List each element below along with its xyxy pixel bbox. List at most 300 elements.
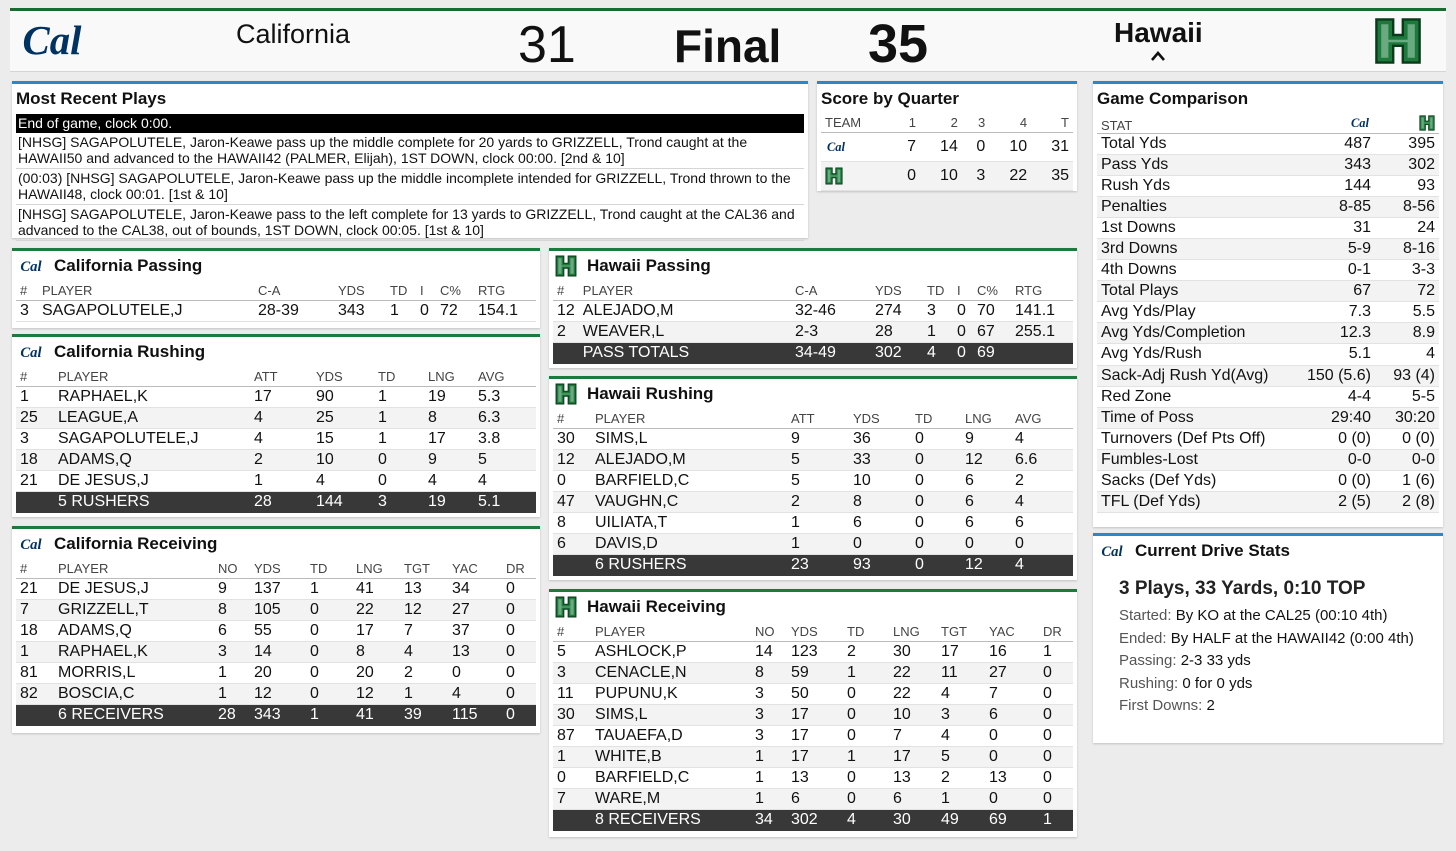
stat-cell: 4 <box>250 428 312 449</box>
stat-cell: 2 <box>553 321 579 342</box>
cal-stat-value: 5-9 <box>1303 238 1375 259</box>
column-header: ATT <box>250 367 312 386</box>
quarter-header: 4 <box>989 114 1031 132</box>
stat-cell: 0 <box>1039 788 1073 809</box>
hawaii-logo-icon <box>555 596 577 618</box>
hawaii-rushing-panel <box>549 376 1077 580</box>
stat-cell: 17 <box>787 704 843 725</box>
stat-cell: 13 <box>787 767 843 788</box>
stat-cell: 22 <box>352 599 400 620</box>
player-name: RAPHAEL,K <box>54 386 250 407</box>
stat-cell: 137 <box>250 578 306 599</box>
player-name: SIMS,L <box>591 428 787 449</box>
column-header: TGT <box>937 622 985 641</box>
column-header: C% <box>436 281 474 300</box>
quarter-header: 3 <box>962 114 989 132</box>
stat-name: Pass Yds <box>1097 154 1303 175</box>
score-by-quarter-panel <box>817 81 1077 191</box>
stat-cell: 0 <box>911 533 961 554</box>
stat-cell: 32-46 <box>791 300 871 321</box>
stat-cell: 12 <box>250 683 306 704</box>
stat-cell: 0 <box>843 788 889 809</box>
column-header: TD <box>306 559 352 578</box>
column-header: C-A <box>791 281 871 300</box>
stat-name: Rush Yds <box>1097 175 1303 196</box>
column-header: YDS <box>787 622 843 641</box>
player-name: DE JESUS,J <box>54 470 250 491</box>
stat-cell: 12 <box>352 683 400 704</box>
column-header: AVG <box>474 367 536 386</box>
stat-cell: 274 <box>871 300 923 321</box>
total-cell: 6 RECEIVERS <box>54 704 214 725</box>
quarter-score: 3 <box>962 161 989 190</box>
stat-cell: 3 <box>751 704 787 725</box>
cal-rushing-table <box>16 367 536 513</box>
total-cell: 34 <box>751 809 787 830</box>
stat-cell: 9 <box>424 449 474 470</box>
quarter-score: 0 <box>962 132 989 161</box>
comparison-row <box>1097 386 1439 407</box>
player-name: ADAMS,Q <box>54 449 250 470</box>
stat-cell: 59 <box>787 662 843 683</box>
total-cell: 5 RUSHERS <box>54 491 250 512</box>
stat-cell: 1 <box>1039 641 1073 662</box>
column-header: TD <box>923 281 953 300</box>
column-header: RTG <box>474 281 536 300</box>
stat-cell: 6 <box>553 533 591 554</box>
stat-cell: 1 <box>787 512 849 533</box>
drive-started: By KO at the CAL25 (00:10 4th) <box>1175 607 1388 624</box>
stat-cell: 18 <box>16 449 54 470</box>
play-item: [NHSG] SAGAPOLUTELE, Jaron-Keawe pass up the middle complete for 20 yards to GRIZZELL, Trond caught at the HAWAII50 and advanced to the HAWAII42 (PALMER, Elijah), 1ST DOWN, clock 00:00. [2nd & 10] <box>16 133 804 169</box>
haw-rushing-title: Hawaii Rushing <box>587 384 714 403</box>
cal-passing-table <box>16 281 536 322</box>
column-header: TGT <box>400 559 448 578</box>
cal-stat-value: 29:40 <box>1303 407 1375 428</box>
cal-stat-value: 2 (5) <box>1303 492 1375 513</box>
column-header: TD <box>386 281 416 300</box>
hawaii-stat-value: 93 (4) <box>1375 365 1439 386</box>
stat-cell: 0 <box>843 725 889 746</box>
total-cell: 302 <box>871 342 923 363</box>
stat-header: STAT <box>1097 114 1303 133</box>
stat-cell: 10 <box>849 470 911 491</box>
total-cell: 4 <box>923 342 953 363</box>
stat-cell: 16 <box>985 641 1039 662</box>
hawaii-stat-value: 3-3 <box>1375 260 1439 281</box>
home-score: 31 <box>518 16 576 74</box>
stat-name: Penalties <box>1097 196 1303 217</box>
scoreboard <box>10 8 1446 72</box>
column-header: C-A <box>254 281 334 300</box>
total-cell: 8 RECEIVERS <box>591 809 751 830</box>
stat-cell: 13 <box>985 767 1039 788</box>
stat-cell: 1 <box>214 683 250 704</box>
stat-cell: 20 <box>250 662 306 683</box>
total-cell: 69 <box>985 809 1039 830</box>
stat-cell: 87 <box>553 725 591 746</box>
stat-cell: 13 <box>889 767 937 788</box>
stat-cell: 5 <box>787 470 849 491</box>
stat-cell: 6 <box>214 620 250 641</box>
player-row <box>16 683 536 704</box>
player-name: LEAGUE,A <box>54 407 250 428</box>
total-cell: 23 <box>787 554 849 575</box>
stat-cell: 90 <box>312 386 374 407</box>
stat-cell: 0 <box>1039 725 1073 746</box>
stat-cell: 25 <box>312 407 374 428</box>
total-cell: 343 <box>250 704 306 725</box>
player-name: SIMS,L <box>591 704 751 725</box>
haw-rushing-table <box>553 409 1073 576</box>
stat-cell: 27 <box>448 599 502 620</box>
stat-name: 3rd Downs <box>1097 238 1303 259</box>
stat-cell: 0 <box>843 767 889 788</box>
stat-cell: 1 <box>16 641 54 662</box>
stat-cell: 6 <box>961 512 1011 533</box>
player-row <box>553 704 1073 725</box>
total-cell: 1 <box>1039 809 1073 830</box>
hawaii-passing-panel <box>549 248 1077 368</box>
stat-cell: 15 <box>312 428 374 449</box>
column-header: AVG <box>1011 409 1073 428</box>
cal-stat-value: 12.3 <box>1303 323 1375 344</box>
stat-cell: 4 <box>312 470 374 491</box>
total-cell: 69 <box>973 342 1011 363</box>
stat-cell: 3 <box>553 662 591 683</box>
stat-cell: 14 <box>751 641 787 662</box>
stat-cell: 154.1 <box>474 300 536 321</box>
comparison-row <box>1097 281 1439 302</box>
player-row <box>553 683 1073 704</box>
stat-cell: 82 <box>16 683 54 704</box>
stat-cell: 17 <box>787 746 843 767</box>
game-status: Final <box>674 20 782 72</box>
column-header: ATT <box>787 409 849 428</box>
home-team-name: California <box>236 19 351 49</box>
stat-cell: 8 <box>849 491 911 512</box>
player-row <box>553 533 1073 554</box>
stat-cell: 0 <box>502 578 536 599</box>
stat-cell: 4 <box>448 683 502 704</box>
stat-cell: 70 <box>973 300 1011 321</box>
stat-cell: 67 <box>973 321 1011 342</box>
total-cell: 93 <box>849 554 911 575</box>
stat-cell: 18 <box>16 620 54 641</box>
hawaii-stat-value: 72 <box>1375 281 1439 302</box>
quarter-score: 10 <box>920 161 962 190</box>
comparison-row <box>1097 175 1439 196</box>
quarter-score: 0 <box>893 161 920 190</box>
stat-cell: 10 <box>312 449 374 470</box>
stat-cell: 17 <box>787 725 843 746</box>
column-header: YDS <box>334 281 386 300</box>
player-name: GRIZZELL,T <box>54 599 214 620</box>
score-by-quarter-table <box>821 114 1073 191</box>
quarter-score: 14 <box>920 132 962 161</box>
stat-cell: 37 <box>448 620 502 641</box>
hawaii-logo-icon <box>1375 114 1439 133</box>
comparison-row <box>1097 217 1439 238</box>
stat-cell: 6 <box>787 788 843 809</box>
stat-cell: 10 <box>889 704 937 725</box>
hawaii-stat-value: 30:20 <box>1375 407 1439 428</box>
hawaii-stat-value: 1 (6) <box>1375 471 1439 492</box>
cal-receiving-title: California Receiving <box>54 534 218 553</box>
total-cell <box>16 704 54 725</box>
column-header: LNG <box>961 409 1011 428</box>
total-cell: 34-49 <box>791 342 871 363</box>
cal-receiving-table <box>16 559 536 726</box>
hawaii-stat-value: 395 <box>1375 133 1439 154</box>
cal-stat-value: 144 <box>1303 175 1375 196</box>
total-cell: 4 <box>1011 554 1073 575</box>
stat-cell: 1 <box>374 407 424 428</box>
cal-stat-value: 150 (5.6) <box>1303 365 1375 386</box>
cal-logo-icon <box>1099 541 1125 561</box>
total-cell: PASS TOTALS <box>579 342 791 363</box>
stat-cell: 22 <box>889 662 937 683</box>
play-item: [NHSG] SAGAPOLUTELE, Jaron-Keawe pass to the left complete for 13 yards to GRIZZELL, Trond caught at the CAL36 and advanced to the CAL38, out of bounds, 1ST DOWN, clock 00:05. [1st & 10] <box>16 205 804 241</box>
stat-cell: 123 <box>787 641 843 662</box>
player-name: DE JESUS,J <box>54 578 214 599</box>
player-name: ALEJADO,M <box>579 300 791 321</box>
column-header: LNG <box>352 559 400 578</box>
comparison-row <box>1097 302 1439 323</box>
total-cell <box>553 554 591 575</box>
player-name: PUPUNU,K <box>591 683 751 704</box>
stat-cell: 0 <box>502 599 536 620</box>
stat-cell: 0 <box>911 512 961 533</box>
game-comparison-table <box>1097 114 1439 513</box>
hawaii-stat-value: 8-56 <box>1375 196 1439 217</box>
stat-cell: 1 <box>923 321 953 342</box>
player-row <box>553 470 1073 491</box>
stat-cell: 81 <box>16 662 54 683</box>
stat-cell: 21 <box>16 578 54 599</box>
cal-stat-value: 0-1 <box>1303 260 1375 281</box>
stat-cell: 8 <box>553 512 591 533</box>
drive-passing: 2-3 33 yds <box>1180 652 1251 669</box>
player-name: WARE,M <box>591 788 751 809</box>
stat-cell: 6.3 <box>474 407 536 428</box>
quarter-header: TEAM <box>821 114 893 132</box>
stat-cell: 12 <box>553 300 579 321</box>
stat-cell: 13 <box>448 641 502 662</box>
cal-logo-icon <box>18 534 44 554</box>
stat-cell: 25 <box>16 407 54 428</box>
stat-cell: 5 <box>787 449 849 470</box>
quarter-score: 31 <box>1031 132 1073 161</box>
stat-cell: 17 <box>424 428 474 449</box>
stat-cell: 2 <box>400 662 448 683</box>
stat-cell: 5 <box>937 746 985 767</box>
comparison-row <box>1097 492 1439 513</box>
cal-stat-value: 31 <box>1303 217 1375 238</box>
stat-cell: 30 <box>889 641 937 662</box>
column-header: # <box>16 281 38 300</box>
stat-cell: 3 <box>751 683 787 704</box>
hawaii-logo-icon <box>1374 17 1422 65</box>
cal-logo-icon <box>1303 114 1375 133</box>
cal-logo-icon <box>18 256 44 276</box>
total-cell: 0 <box>953 342 973 363</box>
totals-row <box>16 491 536 512</box>
recent-plays-panel <box>12 81 808 238</box>
hawaii-logo-icon <box>555 383 577 405</box>
stat-cell: 5 <box>474 449 536 470</box>
comparison-row <box>1097 323 1439 344</box>
hawaii-stat-value: 8.9 <box>1375 323 1439 344</box>
player-row <box>553 788 1073 809</box>
haw-passing-table <box>553 281 1073 364</box>
stat-name: Red Zone <box>1097 386 1303 407</box>
cal-stat-value: 4-4 <box>1303 386 1375 407</box>
player-name: CENACLE,N <box>591 662 751 683</box>
total-cell: 28 <box>214 704 250 725</box>
column-header: YDS <box>312 367 374 386</box>
stat-cell: 0 <box>911 491 961 512</box>
hawaii-stat-value: 0-0 <box>1375 449 1439 470</box>
score-by-quarter-title: Score by Quarter <box>821 89 959 108</box>
totals-row <box>553 342 1073 363</box>
stat-cell: 3 <box>937 704 985 725</box>
stat-cell: 17 <box>352 620 400 641</box>
hawaii-stat-value: 5.5 <box>1375 302 1439 323</box>
stat-cell: 105 <box>250 599 306 620</box>
cal-stat-value: 7.3 <box>1303 302 1375 323</box>
column-header: I <box>416 281 436 300</box>
quarter-score: 7 <box>893 132 920 161</box>
column-header: PLAYER <box>54 559 214 578</box>
stat-cell: 13 <box>400 578 448 599</box>
cal-rushing-panel <box>12 334 540 517</box>
stat-cell: 30 <box>553 704 591 725</box>
player-row <box>16 470 536 491</box>
player-name: BOSCIA,C <box>54 683 214 704</box>
stat-cell: 0 <box>911 449 961 470</box>
player-row <box>553 767 1073 788</box>
haw-receiving-title: Hawaii Receiving <box>587 597 726 616</box>
cal-stat-value: 5.1 <box>1303 344 1375 365</box>
stat-cell: 20 <box>352 662 400 683</box>
total-cell <box>1011 342 1073 363</box>
total-cell: 4 <box>843 809 889 830</box>
stat-cell: 0 <box>374 449 424 470</box>
stat-cell: 0 <box>985 725 1039 746</box>
stat-cell: 1 <box>214 662 250 683</box>
stat-cell: 0 <box>306 683 352 704</box>
stat-cell: 3 <box>751 725 787 746</box>
cal-logo-icon <box>821 132 893 161</box>
hawaii-receiving-panel <box>549 589 1077 837</box>
stat-cell: 4 <box>400 641 448 662</box>
stat-cell: 19 <box>424 386 474 407</box>
stat-cell: 11 <box>553 683 591 704</box>
total-cell: 30 <box>889 809 937 830</box>
stat-cell: 55 <box>250 620 306 641</box>
player-name: BARFIELD,C <box>591 767 751 788</box>
stat-cell: 343 <box>334 300 386 321</box>
player-name: VAUGHN,C <box>591 491 787 512</box>
stat-cell: 1 <box>553 746 591 767</box>
column-header: RTG <box>1011 281 1073 300</box>
totals-row <box>553 809 1073 830</box>
column-header: # <box>16 559 54 578</box>
stat-cell: 17 <box>889 746 937 767</box>
stat-cell: 1 <box>751 746 787 767</box>
stat-cell: 47 <box>553 491 591 512</box>
cal-stat-value: 0 (0) <box>1303 428 1375 449</box>
stat-cell: 5.3 <box>474 386 536 407</box>
stat-cell: 2 <box>1011 470 1073 491</box>
stat-cell: 7 <box>889 725 937 746</box>
comparison-row <box>1097 428 1439 449</box>
total-cell: 1 <box>306 704 352 725</box>
stat-cell: 1 <box>843 746 889 767</box>
hawaii-stat-value: 24 <box>1375 217 1439 238</box>
player-name: TAUAEFA,D <box>591 725 751 746</box>
stat-cell: 6.6 <box>1011 449 1073 470</box>
stat-cell: 0 <box>953 300 973 321</box>
stat-cell: 22 <box>889 683 937 704</box>
stat-cell: 7 <box>16 599 54 620</box>
stat-cell: 36 <box>849 428 911 449</box>
stat-cell: 14 <box>250 641 306 662</box>
total-cell: 302 <box>787 809 843 830</box>
game-comparison-panel <box>1093 81 1443 527</box>
stat-cell: 0 <box>953 321 973 342</box>
comparison-row <box>1097 133 1439 154</box>
column-header: PLAYER <box>591 622 751 641</box>
column-header: # <box>553 281 579 300</box>
player-row <box>16 599 536 620</box>
totals-row <box>16 704 536 725</box>
player-name: WHITE,B <box>591 746 751 767</box>
comparison-row <box>1097 344 1439 365</box>
stat-cell: 1 <box>400 683 448 704</box>
column-header: NO <box>751 622 787 641</box>
stat-cell: 6 <box>849 512 911 533</box>
stat-name: Avg Yds/Completion <box>1097 323 1303 344</box>
player-row <box>16 578 536 599</box>
stat-cell: 0 <box>306 620 352 641</box>
drive-ended: By HALF at the HAWAII42 (0:00 4th) <box>1170 629 1414 647</box>
stat-cell: 0 <box>502 641 536 662</box>
stat-cell: 0 <box>374 470 424 491</box>
stat-cell: 7 <box>553 788 591 809</box>
cal-stat-value: 0 (0) <box>1303 471 1375 492</box>
drive-summary: 3 Plays, 33 Yards, 0:10 TOP <box>1119 578 1366 599</box>
stat-cell: 8 <box>214 599 250 620</box>
player-row <box>553 300 1073 321</box>
column-header: TD <box>911 409 961 428</box>
stat-cell: 0 <box>502 620 536 641</box>
player-name: DAVIS,D <box>591 533 787 554</box>
stat-cell: 1 <box>16 386 54 407</box>
quarter-row <box>821 161 1073 190</box>
stat-cell: 0 <box>1039 704 1073 725</box>
drive-rushing: 0 for 0 yds <box>1182 674 1253 692</box>
stat-cell: 1 <box>386 300 416 321</box>
stat-cell: 1 <box>374 428 424 449</box>
total-cell: 19 <box>424 491 474 512</box>
player-row <box>553 725 1073 746</box>
hawaii-stat-value: 4 <box>1375 344 1439 365</box>
player-row <box>553 512 1073 533</box>
haw-receiving-table <box>553 622 1073 831</box>
stat-name: TFL (Def Yds) <box>1097 492 1303 513</box>
